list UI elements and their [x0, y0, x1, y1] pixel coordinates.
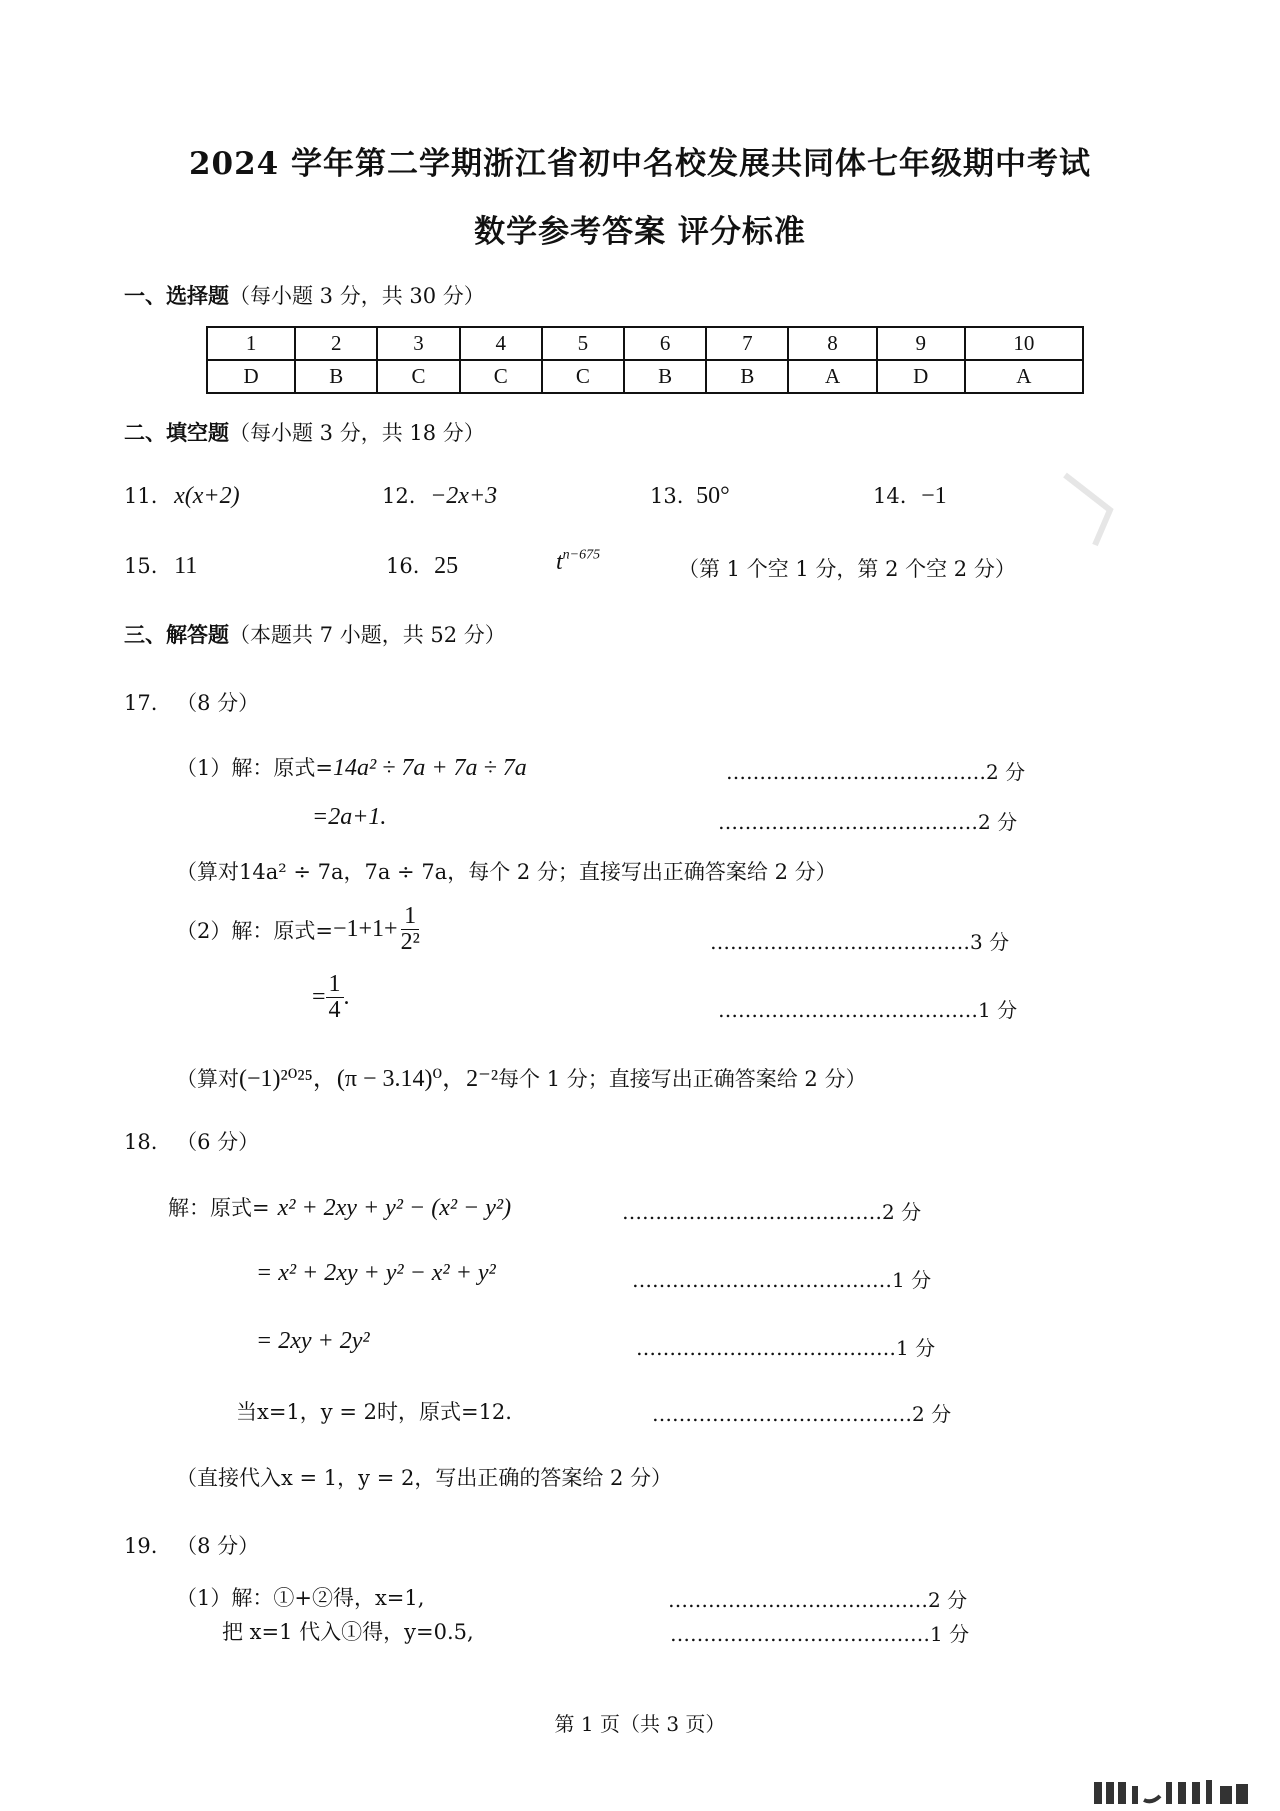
table-cell: A [965, 360, 1083, 393]
question-number: 12. [382, 484, 416, 508]
answer-12 [382, 483, 497, 510]
q19-line2: 把 x=1 代入①得，y=0.5, [222, 1620, 474, 1644]
question-number: 17. [124, 691, 158, 715]
question-points: （6 分） [176, 1130, 260, 1154]
question-number: 16. [386, 554, 420, 578]
table-cell: B [624, 360, 706, 393]
note-expressions: (−1)²⁰²⁵，(π − 3.14)⁰，2⁻² [239, 1066, 499, 1092]
table-cell: D [877, 360, 965, 393]
question-points: （8 分） [176, 691, 260, 715]
section-2-label: 二、填空题 [124, 420, 229, 445]
fold-mark-icon [1060, 470, 1120, 550]
fraction-denominator: 4 [328, 997, 341, 1024]
fraction-numerator: 1 [401, 904, 419, 930]
section-1-label: 一、选择题 [124, 283, 229, 308]
q17-part1-note: （算对14a² ÷ 7a，7a ÷ 7a，每个 2 分；直接写出正确答案给 2 分） [176, 860, 837, 884]
period: . [343, 984, 350, 1011]
section-1-heading [124, 280, 485, 310]
table-cell: 7 [706, 327, 788, 360]
expression: x² + 2xy + y² − (x² − y²) [277, 1195, 512, 1221]
page-fold-mark [1060, 470, 1120, 550]
table-cell: 5 [542, 327, 624, 360]
section-1-note: （每小题 3 分，共 30 分） [229, 284, 485, 308]
question-17-heading [124, 687, 259, 717]
q17-part2-note [176, 1058, 866, 1093]
question-number: 11. [124, 484, 158, 508]
expression: =2a+1. [312, 804, 387, 830]
q18-note: （直接代入x = 1，y = 2，写出正确的答案给 2 分） [176, 1466, 673, 1490]
answer-16-second [556, 549, 600, 576]
q18-line1 [168, 1192, 511, 1222]
table-cell: B [295, 360, 377, 393]
table-cell: 9 [877, 327, 965, 360]
note-end: 每个 1 分；直接写出正确答案给 2 分） [498, 1067, 867, 1091]
q18-line3 [256, 1328, 370, 1355]
score-line: …………………………………2 分 [622, 1200, 922, 1224]
answer-14 [873, 483, 947, 510]
table-cell: 4 [460, 327, 542, 360]
table-cell: C [460, 360, 542, 393]
fraction-numerator: 1 [326, 972, 344, 998]
table-cell: B [706, 360, 788, 393]
table-cell: 10 [965, 327, 1083, 360]
answer-value: x(x+2) [174, 483, 240, 509]
section-2-note: （每小题 3 分，共 18 分） [229, 421, 485, 445]
score-line: …………………………………1 分 [718, 998, 1018, 1022]
expression: = x² + 2xy + y² − x² + y² [256, 1260, 496, 1286]
score-line: …………………………………1 分 [670, 1622, 970, 1646]
q17-part2-line2 [312, 972, 350, 1023]
table-cell: 1 [207, 327, 295, 360]
score-line: …………………………………2 分 [718, 810, 1018, 834]
table-cell: C [542, 360, 624, 393]
answer-value: −1 [921, 483, 947, 509]
q17-part1-line2 [312, 804, 386, 831]
section-3-note: （本题共 7 小题，共 52 分） [229, 623, 506, 647]
question-19-heading [124, 1530, 259, 1560]
answer-15 [124, 553, 197, 580]
fraction-denominator: 2² [400, 929, 420, 956]
score-line: …………………………………3 分 [710, 930, 1010, 954]
score-line: …………………………………1 分 [636, 1336, 936, 1360]
question-number: 13. [650, 484, 684, 508]
question-points: （8 分） [176, 1534, 260, 1558]
score-line: …………………………………1 分 [632, 1268, 932, 1292]
table-cell: 2 [295, 327, 377, 360]
question-number: 18. [124, 1130, 158, 1154]
answer-table-number-row [207, 327, 1083, 360]
expression: −1+1+ [332, 916, 398, 943]
expression: 14a² ÷ 7a + 7a ÷ 7a [332, 755, 527, 781]
answer-value: −2x+3 [430, 483, 498, 509]
answer-exponent: n−675 [562, 547, 601, 563]
table-cell: D [207, 360, 295, 393]
answer-table-answer-row [207, 360, 1083, 393]
score-line: …………………………………2 分 [668, 1588, 968, 1612]
score-line: …………………………………2 分 [726, 760, 1026, 784]
answer-base: t [556, 549, 563, 575]
question-number: 19. [124, 1534, 158, 1558]
expression: = 2xy + 2y² [256, 1328, 370, 1354]
table-cell: A [788, 360, 876, 393]
question-number: 14. [873, 484, 907, 508]
question-number: 15. [124, 554, 158, 578]
watermark-bars-icon [1094, 1776, 1254, 1811]
fraction [398, 904, 423, 955]
q19-line1: （1）解：①+②得，x=1, [176, 1586, 425, 1610]
question-18-heading [124, 1126, 259, 1156]
document-subtitle: 数学参考答案 评分标准 [474, 214, 806, 250]
answer-table [206, 326, 1084, 394]
table-cell: 6 [624, 327, 706, 360]
solution-prefix: （2）解：原式= [176, 918, 333, 943]
q18-line2 [256, 1260, 496, 1287]
equals-sign: = [312, 984, 326, 1011]
note-start: （算对 [176, 1067, 239, 1091]
answer-value: 50° [696, 483, 730, 509]
answer-11 [124, 483, 240, 510]
solution-prefix: 解：原式= [168, 1196, 270, 1220]
page-footer: 第 1 页（共 3 页） [554, 1712, 726, 1736]
answer-value: 11 [174, 553, 198, 579]
fraction [326, 972, 344, 1023]
q17-part2-line1 [176, 904, 423, 955]
q18-line4: 当x=1，y = 2时，原式=12. [236, 1400, 512, 1424]
section-2-heading [124, 417, 485, 447]
table-cell: 3 [377, 327, 459, 360]
answer-13 [650, 483, 730, 510]
solution-prefix: （1）解：原式= [176, 756, 333, 780]
score-line: …………………………………2 分 [652, 1402, 952, 1426]
section-3-label: 三、解答题 [124, 622, 229, 647]
document-title: 2024 学年第二学期浙江省初中名校发展共同体七年级期中考试 [188, 146, 1092, 182]
q17-part1-line1 [176, 752, 527, 782]
answer-value: 25 [434, 553, 459, 579]
answer-16-note: （第 1 个空 1 分，第 2 个空 2 分） [678, 557, 1016, 581]
table-cell: 8 [788, 327, 876, 360]
section-3-heading [124, 619, 506, 649]
table-cell: C [377, 360, 459, 393]
answer-16 [386, 553, 458, 580]
